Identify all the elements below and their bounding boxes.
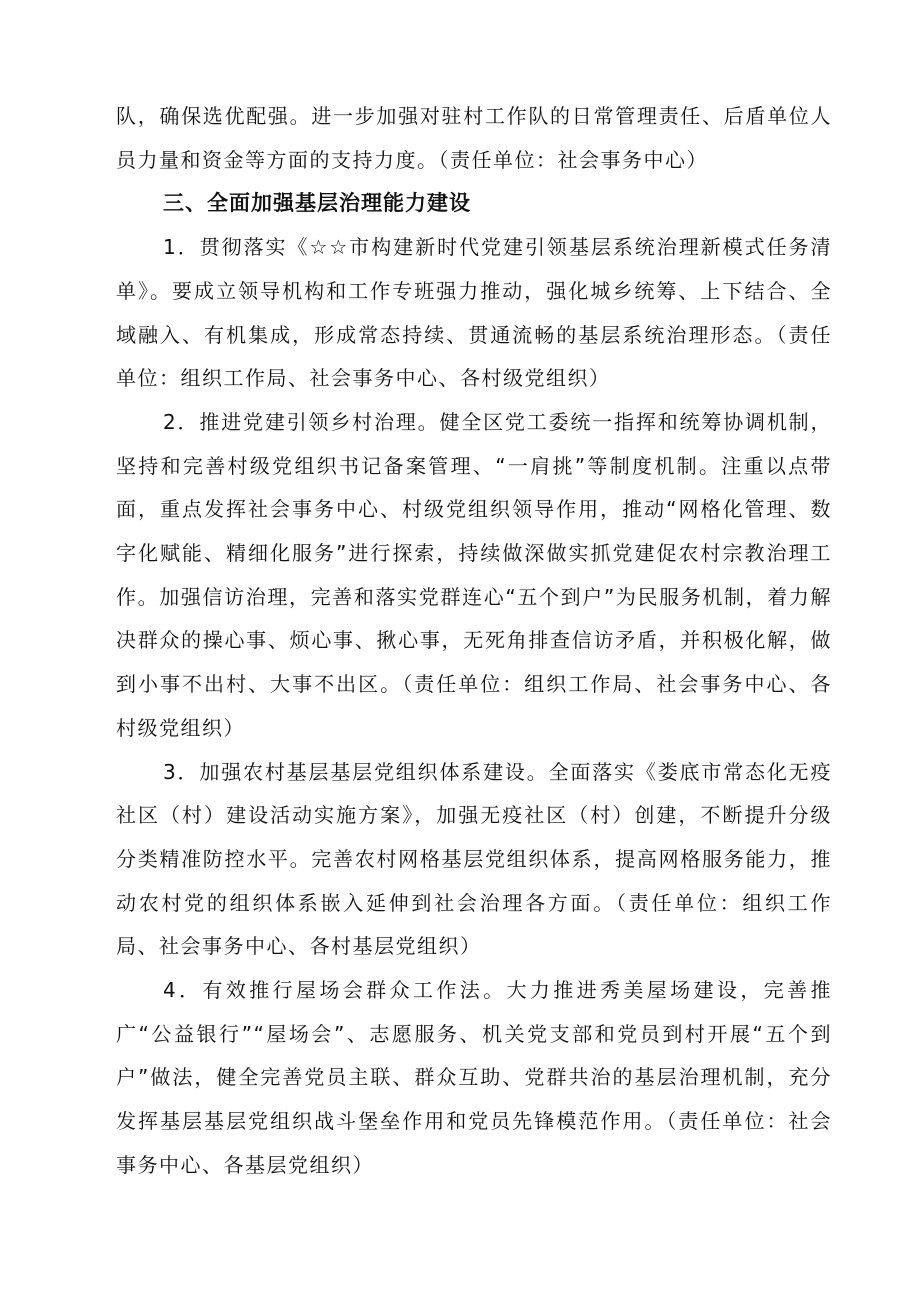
list-item-4: 4．有效推行屋场会群众工作法。大力推进秀美屋场建设，完善推广“公益银行”“屋场会”、志愿服务、机关党支部和党员到村开展“五个到户”做法，健全完善党员主联、群众互助、党群共治的基层治理机制，充分发挥基层基层党组织战斗堡垒作用和党员先锋模范作用。（责任单位：社会事务中心、各基层党组织）: [116, 978, 832, 1177]
list-item-2: 2．推进党建引领乡村治理。健全区党工委统一指挥和统筹协调机制，坚持和完善村级党组织书记备案管理、“一肩挑”等制度机制。注重以点带面，重点发挥社会事务中心、村级党组织领导作用，推动“网格化管理、数字化赋能、精细化服务”进行探索，持续做深做实抓党建促农村宗教治理工作。加强信访治理，完善和落实党群连心“五个到户”为民服务机制，着力解决群众的操心事、烦心事、揪心事，无死角排查信访矛盾，并积极化解，做到小事不出村、大事不出区。（责任单位：组织工作局、社会事务中心、各村级党组织）: [116, 409, 832, 740]
list-item-1: 1．贯彻落实《☆☆市构建新时代党建引领基层系统治理新模式任务清单》。要成立领导机构和工作专班强力推动，强化城乡统筹、上下结合、全域融入、有机集成，形成常态持续、贯通流畅的基层系统治理形态。（责任单位：组织工作局、社会事务中心、各村级党组织）: [116, 235, 832, 391]
continuation-paragraph: 队，确保选优配强。进一步加强对驻村工作队的日常管理责任、后盾单位人员力量和资金等方面的支持力度。（责任单位：社会事务中心）: [116, 104, 832, 172]
list-item-3: 3．加强农村基层基层党组织体系建设。全面落实《娄底市常态化无疫社区（村）建设活动实施方案》，加强无疫社区（村）创建，不断提升分级分类精准防控水平。完善农村网格基层党组织体系，提高网格服务能力，推动农村党的组织体系嵌入延伸到社会治理各方面。（责任单位：组织工作局、社会事务中心、各村基层党组织）: [116, 759, 832, 959]
section-heading: 三、全面加强基层治理能力建设: [163, 191, 471, 216]
document-body: [116, 95, 832, 1188]
